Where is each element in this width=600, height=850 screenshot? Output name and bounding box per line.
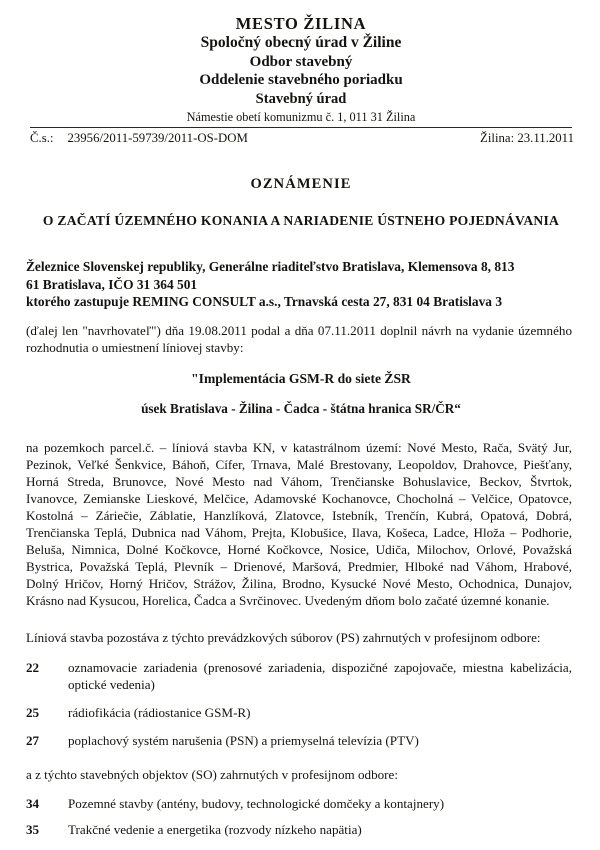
ps-item-text: oznamovacie zariadenia (prenosové zariadenia, dispozičné zapojovače, miestna kabelizácia, optické vedenia): [68, 660, 572, 693]
project-title: "Implementácia GSM-R do siete ŽSR: [191, 371, 411, 387]
intro-paragraph: (ďalej len "navrhovateľ") dňa 19.08.2011 podal a dňa 07.11.2011 doplnil návrh na vydanie územného rozhodnutia o umiestnení líniovej stavby:: [26, 323, 572, 356]
applicant-line-3: ktorého zastupuje REMING CONSULT a.s., Trnavská cesta 27, 831 04 Bratislava 3: [26, 294, 503, 310]
applicant-line-2: 61 Bratislava, IČO 31 364 501: [26, 276, 198, 292]
list-item: [22, 704, 580, 721]
so-item-list: [22, 795, 580, 838]
list-item: [22, 659, 580, 693]
reference-label: Č.s.:: [30, 130, 54, 145]
list-item: [22, 821, 580, 838]
authority-city: MESTO ŽILINA: [235, 14, 367, 33]
ps-item-text: poplachový systém narušenia (PSN) a priemyselná televízia (PTV): [68, 733, 419, 749]
applicant-block: [22, 258, 580, 311]
notice-title: OZNÁMENIE: [250, 175, 352, 192]
ps-lead-paragraph: Líniová stavba pozostáva z týchto prevádzkových súborov (PS) zahrnutých v profesijnom odbore:: [26, 630, 541, 646]
ps-item-number: 27: [26, 733, 40, 749]
project-subtitle: úsek Bratislava - Žilina - Čadca - štátna hranica SR/ČR“: [141, 401, 461, 417]
so-item-text: Trakčné vedenie a energetika (rozvody nízkeho napätia): [68, 821, 362, 837]
letterhead: [22, 14, 580, 125]
so-lead-paragraph: a z týchto stavebných objektov (SO) zahrnutých v profesijnom odbore:: [26, 767, 398, 783]
list-item: [22, 795, 580, 812]
authority-building-office: Stavebný úrad: [255, 91, 347, 108]
ps-item-number: 25: [26, 705, 40, 721]
ps-item-list: [22, 659, 580, 749]
list-item: [22, 732, 580, 749]
authority-joint-office: Spoločný obecný úrad v Žiline: [200, 34, 402, 52]
so-item-number: 35: [26, 821, 40, 837]
place-and-date: Žilina: 23.11.2011: [480, 130, 574, 145]
reference-row: [22, 131, 580, 146]
applicant-line-1: Železnice Slovenskej republiky, Generálne riaditeľstvo Bratislava, Klemensova 8, 813: [26, 258, 515, 274]
ps-item-number: 22: [26, 660, 40, 676]
parcels-paragraph: na pozemkoch parcel.č. – líniová stavba KN, v katastrálnom území: Nové Mesto, Rača, Svätý Jur, Pezinok, Veľké Šenkvice, Báhoň, Cífer, Trnava, Malé Brestovany, Leopoldov, Drahovce, Piešťany, Horná Streda, Brunovce, Nové Mesto nad Váhom, Trenčianske Bohuslavice, Beckov, Štvrtok, Ivanovce, Zemianske Lieskové, Melčice, Adamovské Kochanovce, Chocholná – Velčice, Opatovce, Kostolná – Záriečie, Záblatie, Hanzlíková, Zlatovce, Istebník, Trenčín, Kubrá, Opatová, Dobrá, Trenčianska Teplá, Dubnica nad Váhom, Prejta, Klobušice, Ilava, Košeca, Ladce, Hloža – Podhorie, Beluša, Nimnica, Dolné Kočkovce, Horné Kočkovce, Nosice, Udiča, Milochov, Orlové, Považská Bystrica, Považská Teplá, Plevník – Drienové, Maršová, Predmier, Hlboké nad Váhom, Hrabové, Dolný Hričov, Horný Hričov, Strážov, Žilina, Brodno, Kysucké Nové Mesto, Ochodnica, Dunajov, Krásno nad Kysucou, Horelica, Čadca a Svrčinovec. Uvedeným dňom bolo začaté územné konanie.: [26, 440, 572, 609]
notice-subtitle: O ZAČATÍ ÚZEMNÉHO KONANIA A NARIADENIE ÚSTNEHO POJEDNÁVANIA: [42, 212, 560, 228]
authority-division: Oddelenie stavebného poriadku: [199, 72, 403, 89]
reference-number: 23956/2011-59739/2011-OS-DOM: [67, 130, 248, 145]
so-item-number: 34: [26, 795, 40, 811]
ps-item-text: rádiofikácia (rádiostanice GSM-R): [68, 705, 251, 721]
authority-address: Námestie obetí komunizmu č. 1, 011 31 Žilina: [186, 110, 416, 125]
reference-left: [30, 131, 248, 146]
authority-department: Odbor stavebný: [249, 53, 353, 70]
so-item-text: Pozemné stavby (antény, budovy, technologické domčeky a kontajnery): [68, 795, 445, 811]
header-divider: [30, 127, 572, 128]
